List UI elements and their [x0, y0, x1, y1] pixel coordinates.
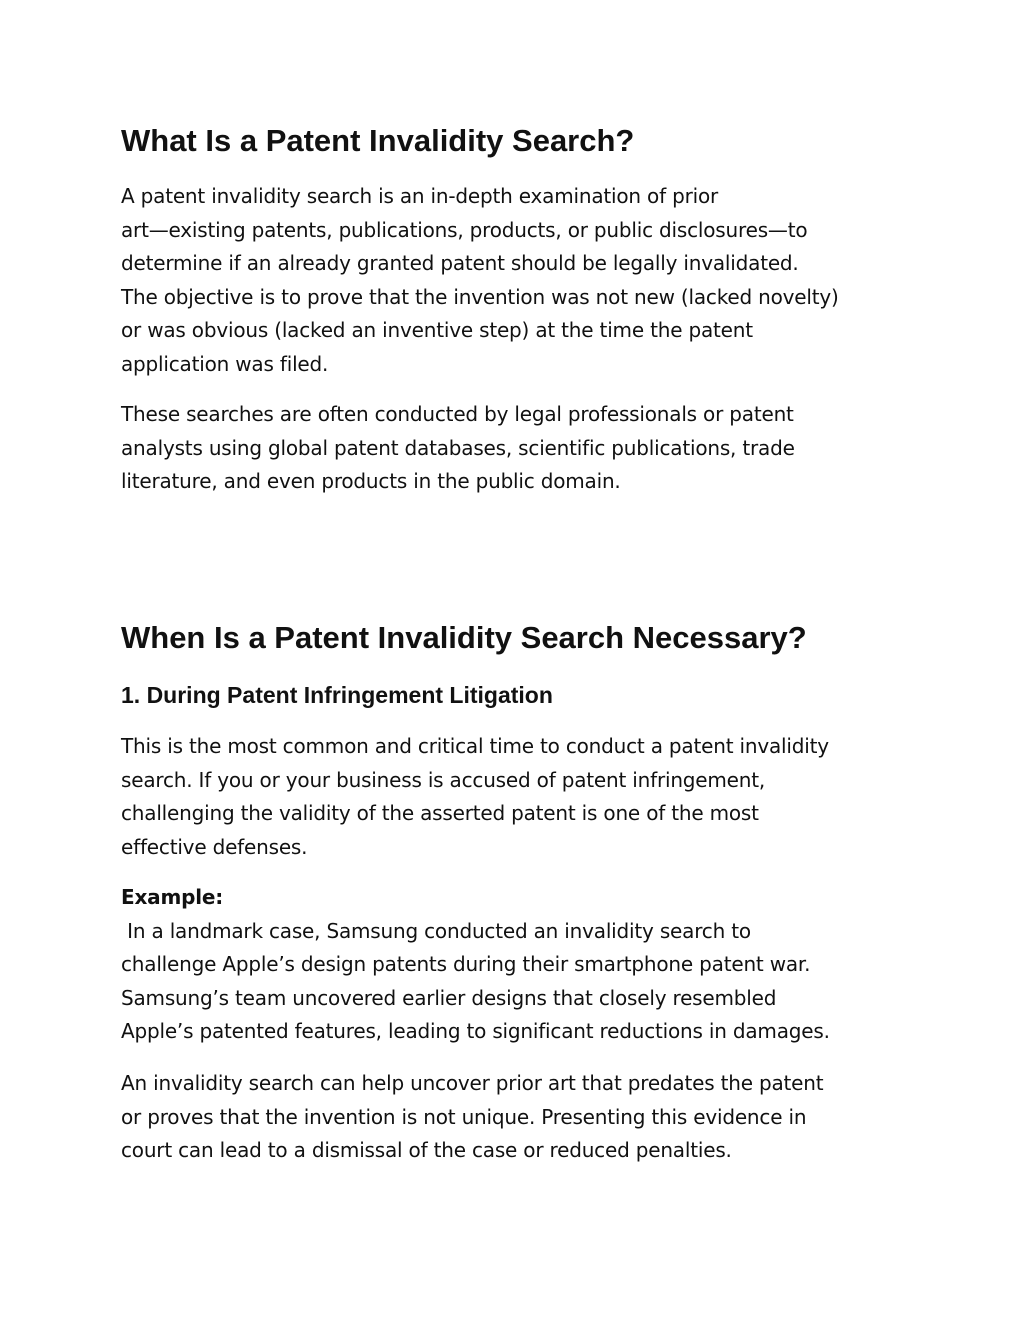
text-line: literature, and even products in the public domain. — [121, 469, 621, 494]
text-line: effective defenses. — [121, 834, 308, 859]
example-label: Example: — [121, 885, 224, 909]
text-line: challenge Apple’s design patents during their smartphone patent war. — [121, 952, 811, 977]
text-line: Samsung’s team uncovered earlier designs that closely resembled — [121, 985, 777, 1010]
text-line: analysts using global patent databases, scientific publications, trade — [121, 435, 795, 460]
text-line: The objective is to prove that the invention was not new (lacked novelty) — [121, 284, 839, 309]
paragraph-prior-art-benefit — [121, 1067, 951, 1168]
section-heading-when-necessary: When Is a Patent Invalidity Search Necessary? — [121, 620, 807, 655]
section-heading-what-is: What Is a Patent Invalidity Search? — [121, 123, 635, 158]
paragraph-example — [121, 881, 951, 1049]
text-line: This is the most common and critical time to conduct a patent invalidity — [121, 734, 829, 758]
paragraph-litigation — [121, 730, 951, 864]
text-line: A patent invalidity search is an in-depth examination of prior — [121, 184, 719, 208]
text-line: or was obvious (lacked an inventive step) at the time the patent — [121, 318, 753, 343]
paragraph-definition — [121, 180, 951, 382]
text-line: determine if an already granted patent should be legally invalidated. — [121, 251, 799, 276]
text-line: or proves that the invention is not unique. Presenting this evidence in — [121, 1104, 807, 1129]
subheading-litigation: 1. During Patent Infringement Litigation — [121, 682, 553, 708]
text-line: art—existing patents, publications, products, or public disclosures—to — [121, 217, 808, 242]
text-line: In a landmark case, Samsung conducted an invalidity search to — [121, 918, 751, 943]
text-line: search. If you or your business is accused of patent infringement, — [121, 767, 766, 792]
text-line: An invalidity search can help uncover prior art that predates the patent — [121, 1071, 824, 1095]
text-line: These searches are often conducted by legal professionals or patent — [121, 402, 794, 426]
text-line: application was filed. — [121, 351, 329, 376]
text-line: challenging the validity of the asserted patent is one of the most — [121, 801, 759, 826]
text-line: Apple’s patented features, leading to significant reductions in damages. — [121, 1019, 830, 1044]
paragraph-who-conducts — [121, 398, 951, 499]
text-line: court can lead to a dismissal of the case or reduced penalties. — [121, 1138, 732, 1163]
